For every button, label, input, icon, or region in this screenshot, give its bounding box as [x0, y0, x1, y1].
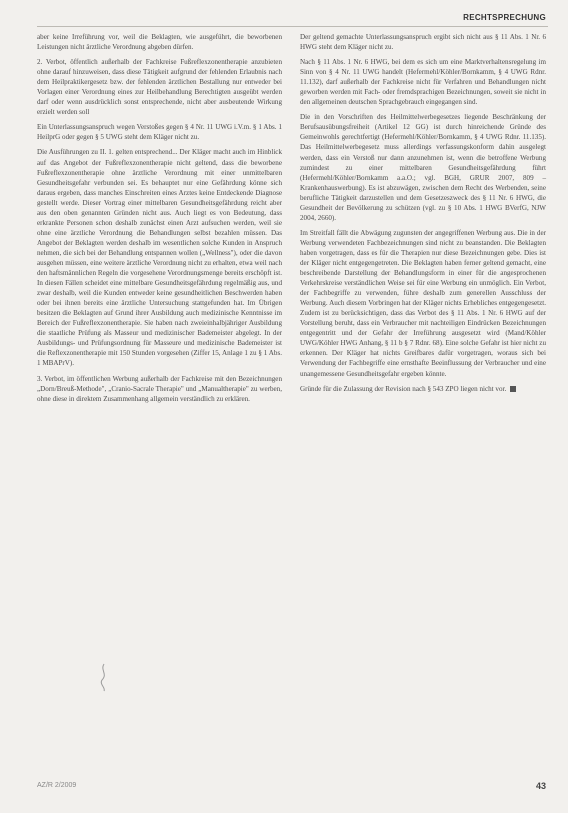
journal-footer: AZ/R 2/2009	[37, 782, 77, 789]
paragraph: Die in den Vorschriften des Heilmittelwerbegesetzes liegende Beschränkung der Berufsausübungsfreiheit (Artikel 12 GG) ist durch hinreichende Gründe des Gemeinwohls gerechtfertigt (Hefermehl/Köhler/Bornkamm, § 4 UWG Rdnr. 11.135). Das Heilmittelwerbegesetz muss allerdings verfassungskonform dahin ausgelegt werden, dass ein Verstoß nur dann anzunehmen ist, wenn die betroffene Werbung zumindest zu einer mittelbaren Gesundheitsgefährdung führt (Hefermehl/Köhler/Bornkamm a.a.O.; vgl. BGH, GRUR 2007, 809 – Krankenhauswerbung). Es ist abzuwägen, zwischen dem Recht des Werbenden, seine berufliche Tätigkeit darzustellen und dem Gesetzeszweck des § 11 Nr. 6 HWG, die Gesundheit der Bevölkerung zu schützen (vgl. zu § 10 Abs. 1 HWG BVerfG, NJW 2004, 2660).	[300, 113, 546, 222]
closing-paragraph	[300, 384, 546, 394]
paragraph: aber keine Irreführung vor, weil die Beklagten, wie ausgeführt, die beworbenen Leistungen nicht ärztliche Verordnung abgeben dürfen.	[37, 33, 282, 52]
page-header	[0, 0, 568, 28]
paragraph: Der geltend gemachte Unterlassungsanspruch ergibt sich nicht aus § 11 Abs. 1 Nr. 6 HWG steht dem Kläger nicht zu.	[300, 33, 546, 52]
section-heading: RECHTSPRECHUNG	[463, 13, 546, 22]
paragraph: Die Ausführungen zu II. 1. gelten entsprechend... Der Kläger macht auch im Hinblick auf das Angebot der Fußreflexzonentherapie nicht geltend, dass die beworbene Fußreflexzonentherapie ohne ärztliche Verordnung mit einer unmittelbaren Gesundheitsgefahr verbunden sei. Es behauptet nur eine Gefährdung könne sich daraus ergeben, dass manches Einschreiten eines Arztes keine Entdeckende Diagnose gestellt werde. Dieser Vortrag einer mittelbaren Gesundheitsgefährdung reicht aber aus den oben genannten Gründen nicht aus. Auch liegt es von Bedeutung, dass erkrankte Personen schon deshalb zunächst einen Arzt aufsuchen werden, weil sie ohne eine ärztliche Verordnung die Behandlungen selbst bezahlen müssen. Das Angebot der Beklagten werden deshalb im wesentlichen solche Kunden in Anspruch nehmen, die sich bei der Behandlung entspannen wollen („Wellness"), oder die davon ausgehen müssen, eine weitere ärztliche Verordnung nicht zu erhalten, etwa weil nach den haftsmännlichen Regeln die vorgesehene Verordnungsmenge bereits erschöpft ist. In diesen Fällen scheidet eine mittelbare Gesundheitsgefährdung regelmäßig aus, und zwar deshalb, weil die Kunden entweder keine gesundheitlichen Beschwerden haben oder bei ihnen bereits eine ärztliche Untersuchung stattgefunden hat. Im Übrigen besitzen die Beklagten auf Grund ihrer Ausbildung auch medizinische Kenntnisse im Bereich der Fußreflexzonentherapie. Sie haben nach zweieinhalbjähriger Ausbildung die staatliche Prüfung als Masseur und medizinischer Bademeister abgelegt. In der Ausbildungs- und Prüfungsordnung für Masseure und medizinische Bademeister ist die Reflexzonentherapie mit 150 Stunden vorgesehen (Ziffer 15, Anlage 1 zu § 1 Abs. 1 MBAPrV).	[37, 148, 282, 368]
paragraph-text: Gründe für die Zulassung der Revision nach § 543 ZPO liegen nicht vor.	[300, 384, 507, 393]
paragraph: Ein Unterlassungsanspruch wegen Verstoßes gegen § 4 Nr. 11 UWG i.V.m. § 1 Abs. 1 HeilprG oder gegen § 5 UWG steht dem Kläger nicht zu.	[37, 123, 282, 142]
margin-ink-mark	[96, 662, 112, 692]
page-number: 43	[535, 781, 546, 791]
left-column	[37, 32, 282, 409]
paragraph: Nach § 11 Abs. 1 Nr. 6 HWG, bei dem es sich um eine Marktverhaltensregelung im Sinn von § 4 Nr. 11 UWG handelt (Hefermehl/Köhler/Bornkamm, § 4 UWG Rdnr. 11.132), darf außerhalb der Fachkreise nicht für Verfahren und Behandlungen nicht geworben werden mit Fach- oder fremdsprachigen Bezeichnungen, soweit sie nicht in den allgemeinen deutschen Sprachgebrauch eingegangen sind.	[300, 58, 546, 107]
paragraph: 3. Verbot, im öffentlichen Werbung außerhalb der Fachkreise mit den Bezeichnungen „Dorn/Breuß-Methode", „Cranio-Sacrale Therapie" und „Manualtherapie" zu werben, ohne diese in direktem Zusammenhang allgemein verständlich zu erklären.	[37, 374, 282, 403]
paragraph: 2. Verbot, öffentlich außerhalb der Fachkreise Fußreflexzonentherapie anzubieten ohne darauf hinzuweisen, dass diese Tätigkeit aufgrund der fehlenden Erlaubnis nach dem Heilpraktikergesetz bzw. der fehlenden ärztlichen Bestallung nur entweder bei Vorlagen einer Verordnung eines zur Heilbehandlung Berechtigten ausgeübt werden darf oder wenn ausdrücklich sonst entsprechende, nicht aber ausbeutende Wirkung erzielt werden soll	[37, 58, 282, 117]
end-of-article-marker	[510, 386, 516, 392]
paragraph: Im Streitfall fällt die Abwägung zugunsten der angegriffenen Werbung aus. Die in der Werbung verwendeten Fachbezeichnungen sind nicht zu beanstanden. Die Beklagten haben vorgetragen, dass es für die Therapien nur diese Bezeichnungen gebe. Dies ist der Kläger nicht entgegengetreten. Die Beklagten haben ferner geltend gemacht, eine beschreibende Darstellung der Behandlungsform in einer für die angesprochenen Verkehrskreise verständlichen Weise sei für eine Werbung ein unmöglich. Ein Verbot, der Fachbegriffe zu verwenden, führe deshalb zum generellen Ausschluss der Werbung. Auch diesem Vorbringen hat der Kläger nichts Erhebliches entgegengesetzt. Zudem ist zu berücksichtigen, dass das Verbot des § 11 Abs. 1 Nr. 6 HWG auf der Vorstellung beruht, dass ein Verbraucher mit nachteiligen Eindrücken Bezeichnungen entgegentritt und der Gefahr der Irreführung ausgesetzt wird (Mand/Köhler UWG/Köhler HWG Anhang, § 11 b § 7 Rdnr. 68). Eine solche Gefahr ist hier nicht zu erkennen. Der Kläger hat nichts Greifbares dafür vorgetragen, woraus sich bei Verwendung der Fachbegriffe eine ernsthafte Beeinflussung der Verbraucher und eine unangemessene Gesundheitsgefahr ergeben könnte.	[300, 228, 546, 378]
right-column	[300, 32, 546, 399]
header-rule	[37, 26, 548, 27]
